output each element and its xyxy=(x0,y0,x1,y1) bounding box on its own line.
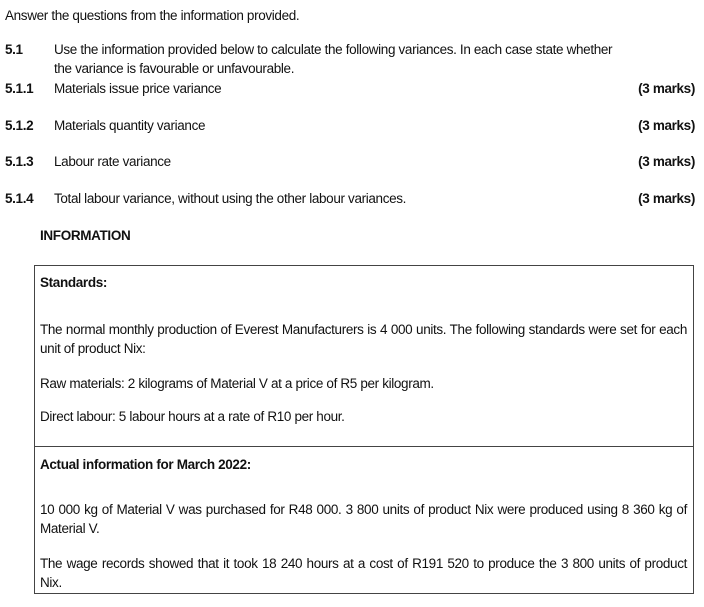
subquestion-text: Materials issue price variance xyxy=(54,81,222,96)
subquestion-marks: (3 marks) xyxy=(638,191,695,206)
actual-information-box xyxy=(34,446,694,594)
subquestion-marks: (3 marks) xyxy=(638,118,695,133)
question-text-line-2: the variance is favourable or unfavourable. xyxy=(54,61,295,76)
standards-paragraph: The normal monthly production of Everest Manufacturers is 4 000 units. The following standards were set for each unit of product Nix: xyxy=(40,322,687,356)
actual-paragraph-1: 10 000 kg of Material V was purchased for R48 000. 3 800 units of product Nix were produced using 8 360 kg of Material V. xyxy=(40,502,687,536)
actual-paragraph-2: The wage records showed that it took 18 240 hours at a cost of R191 520 to produce the 3 800 units of product Nix. xyxy=(40,556,687,590)
subquestion-marks: (3 marks) xyxy=(638,81,695,96)
subquestion-text: Materials quantity variance xyxy=(54,118,206,133)
subquestion-number: 5.1.2 xyxy=(5,118,34,133)
information-heading: INFORMATION xyxy=(40,228,131,243)
subquestion-marks: (3 marks) xyxy=(638,154,695,169)
subquestion-number: 5.1.4 xyxy=(5,191,34,206)
instruction-text: Answer the questions from the information provided. xyxy=(5,8,300,23)
question-number-5-1: 5.1 xyxy=(5,42,23,57)
standards-heading: Standards: xyxy=(40,275,108,290)
subquestion-text: Labour rate variance xyxy=(54,154,171,169)
standards-box xyxy=(34,265,694,447)
standards-raw-materials: Raw materials: 2 kilograms of Material V at a price of R5 per kilogram. xyxy=(40,376,434,391)
question-text-line-1: Use the information provided below to calculate the following variances. In each case state whether xyxy=(54,42,613,57)
standards-direct-labour: Direct labour: 5 labour hours at a rate of R10 per hour. xyxy=(40,409,345,424)
subquestion-text: Total labour variance, without using the other labour variances. xyxy=(54,191,407,206)
subquestion-number: 5.1.1 xyxy=(5,81,34,96)
actual-heading: Actual information for March 2022: xyxy=(40,457,251,472)
subquestion-number: 5.1.3 xyxy=(5,154,34,169)
